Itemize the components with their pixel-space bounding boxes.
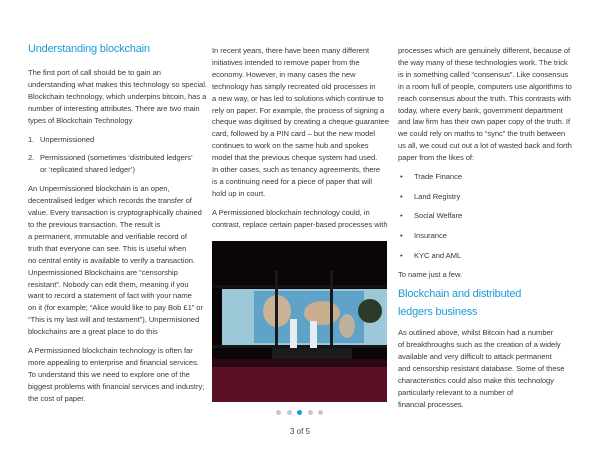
text-line: and law firm has their own paper copy of the truth. If: [398, 117, 571, 127]
unpermissioned-paragraph: [28, 183, 208, 338]
bullet-icon: •: [400, 191, 403, 201]
bullet-icon: •: [400, 172, 403, 182]
text-line: hold up in court.: [212, 188, 266, 198]
text-line: types of Blockchain Technology: [28, 115, 133, 125]
text-line: continues to work on the same hub and spokes: [212, 141, 369, 151]
text-line: Blockchain technology, which underpins bitcoin, has a: [28, 91, 207, 101]
text-line: initiatives intended to remove paper from the: [212, 57, 360, 67]
text-line: An Unpermissioned blockchain is an open,: [28, 184, 170, 194]
text-line: the way many of these technologies work. The trick: [398, 57, 568, 67]
text-line: To understand this we need to explore one of the: [28, 369, 190, 379]
text-line: or ‘replicated shared ledger’): [40, 165, 136, 175]
text-line: want to record a statement of fact with your name: [28, 291, 192, 301]
text-line: on it (for example; “Alice would like to pay Bob £1” or: [28, 303, 203, 313]
carousel-dot-2[interactable]: [287, 410, 292, 415]
carousel-pagination: [276, 410, 323, 415]
bullet-list: [398, 171, 593, 262]
text-line: Unpermissioned: [40, 134, 95, 144]
office-world-map-photo: [212, 241, 387, 402]
bitcoin-paragraph: [398, 327, 593, 410]
text-line: In recent years, there have been many different: [212, 46, 370, 55]
carousel-dot-1[interactable]: [276, 410, 281, 415]
text-line: paper from the likes of:: [398, 153, 475, 163]
text-line: us all, we coud cut out a lot of wasted back and forth: [398, 141, 572, 151]
heading-distributed-ledgers: [398, 285, 593, 321]
text-line: Permissioned (sometimes ‘distributed ledgers’: [40, 153, 193, 163]
text-line: cheque was digitised by creating a cheque guarantee: [212, 117, 389, 127]
contrast-paragraph: [212, 207, 392, 231]
text-line: Unpermissioned Blockchains are “censorship: [28, 267, 178, 277]
bullet-item: [398, 230, 593, 242]
text-line: a permanent, immutable and verifiable record of: [28, 231, 187, 241]
text-line: characteristics could also make this technology: [398, 376, 554, 386]
consensus-paragraph: [398, 45, 593, 164]
bullet-icon: •: [400, 211, 403, 221]
list-item-permissioned: [28, 152, 208, 176]
text-line: card, followed by a PIN card – but the new model: [212, 129, 376, 139]
text-line: more appealing to enterprise and financial services.: [28, 357, 199, 367]
text-line: decentralised ledger which records the transfer of: [28, 196, 192, 206]
page-number: 3 of 5: [289, 427, 310, 436]
text-line: The first port of call should be to gain an: [28, 68, 161, 77]
closing-text: To name just a few.: [398, 269, 463, 279]
text-line: economy. However, in many cases the new: [212, 69, 356, 79]
text-line: is a continuing need for a piece of paper that will: [212, 176, 372, 186]
text-line: understanding what makes this technology so special.: [28, 79, 207, 89]
column-1: [28, 40, 208, 405]
text-line: number of interesting attributes. There are two main: [28, 103, 200, 113]
text-line: available and very difficult to attack permanent: [398, 352, 552, 362]
bullet-label: KYC and AML: [414, 250, 462, 260]
text-line: biggest problems with financial services and industry;: [28, 381, 205, 391]
text-line: to the previous transaction. The result is: [28, 219, 161, 229]
text-line: In other cases, such as tenancy agreements, there: [212, 165, 381, 175]
bullet-item: [398, 210, 593, 222]
bullet-item: [398, 250, 593, 262]
heading-understanding-blockchain: Understanding blockchain: [28, 43, 150, 55]
text-line: is in something called “consensus”. Like consensus: [398, 69, 569, 79]
text-line: processes which are genuinely different, because of: [398, 46, 571, 55]
bullet-label: Social Welfare: [414, 211, 463, 221]
paper-paragraph: [212, 45, 392, 200]
text-line: particularly relevant to a number of: [398, 388, 514, 398]
text-line: and censorship resistant database. Some of these: [398, 364, 565, 374]
list-number: 1.: [28, 134, 35, 144]
text-line: we could rely on maths to “sync” the truth between: [398, 129, 566, 139]
heading-line: Blockchain and distributed: [398, 288, 522, 301]
text-line: in a room full of people, computers use algorithms to: [398, 81, 572, 91]
text-line: financial processes.: [398, 399, 464, 409]
bullet-item: [398, 171, 593, 183]
text-line: no central entity is available to verify a transaction.: [28, 255, 195, 265]
bullet-icon: •: [400, 231, 403, 241]
bullet-label: Insurance: [414, 231, 447, 241]
bullet-label: Land Registry: [414, 191, 461, 201]
list-item-unpermissioned: [28, 134, 208, 146]
column-2: [212, 45, 392, 231]
text-line: reach consensus about the truth. This contrasts with: [398, 93, 571, 103]
carousel-dot-5[interactable]: [318, 410, 323, 415]
bullet-icon: •: [400, 250, 403, 260]
text-line: model that the previous cheque system had used.: [212, 153, 378, 163]
text-line: technology has simply recreated old processes in: [212, 81, 376, 91]
text-line: today, where every bank, government department: [398, 105, 563, 115]
text-line: of breakthroughs such as the creation of a widely: [398, 340, 561, 350]
permissioned-paragraph: [28, 345, 208, 405]
bullet-item: [398, 191, 593, 203]
text-line: blockchains are a great place to do this: [28, 327, 158, 337]
text-line: “This is my last will and testament”), Unpermisioned: [28, 315, 200, 325]
intro-paragraph: [28, 67, 208, 127]
text-line: contrast, replace certain paper-based processes with: [212, 219, 388, 229]
photo-illustration: [212, 241, 387, 402]
text-line: rely on paper. For example, the process of signing a: [212, 105, 385, 115]
text-line: the cost of paper.: [28, 393, 86, 403]
text-line: resistant”. Nobody can edit them, meaning if you: [28, 279, 189, 289]
text-line: A Permissioned blockchain technology could, in: [212, 207, 370, 217]
text-line: value. Every transaction is cryptographically chained: [28, 208, 202, 218]
column-3: [398, 45, 593, 411]
text-line: a new way, or has led to solutions which continue to: [212, 93, 384, 103]
bullet-label: Trade Finance: [414, 172, 463, 182]
carousel-dot-4[interactable]: [308, 410, 313, 415]
carousel-dot-3[interactable]: [297, 410, 302, 415]
text-line: A Permissioned blockchain technology is often far: [28, 346, 193, 356]
list-number: 2.: [28, 153, 35, 163]
text-line: As outlined above, whilst Bitcoin had a number: [398, 328, 554, 338]
text-line: truth that everyone can see. This is useful when: [28, 243, 187, 253]
heading-line: ledgers business: [398, 306, 478, 319]
